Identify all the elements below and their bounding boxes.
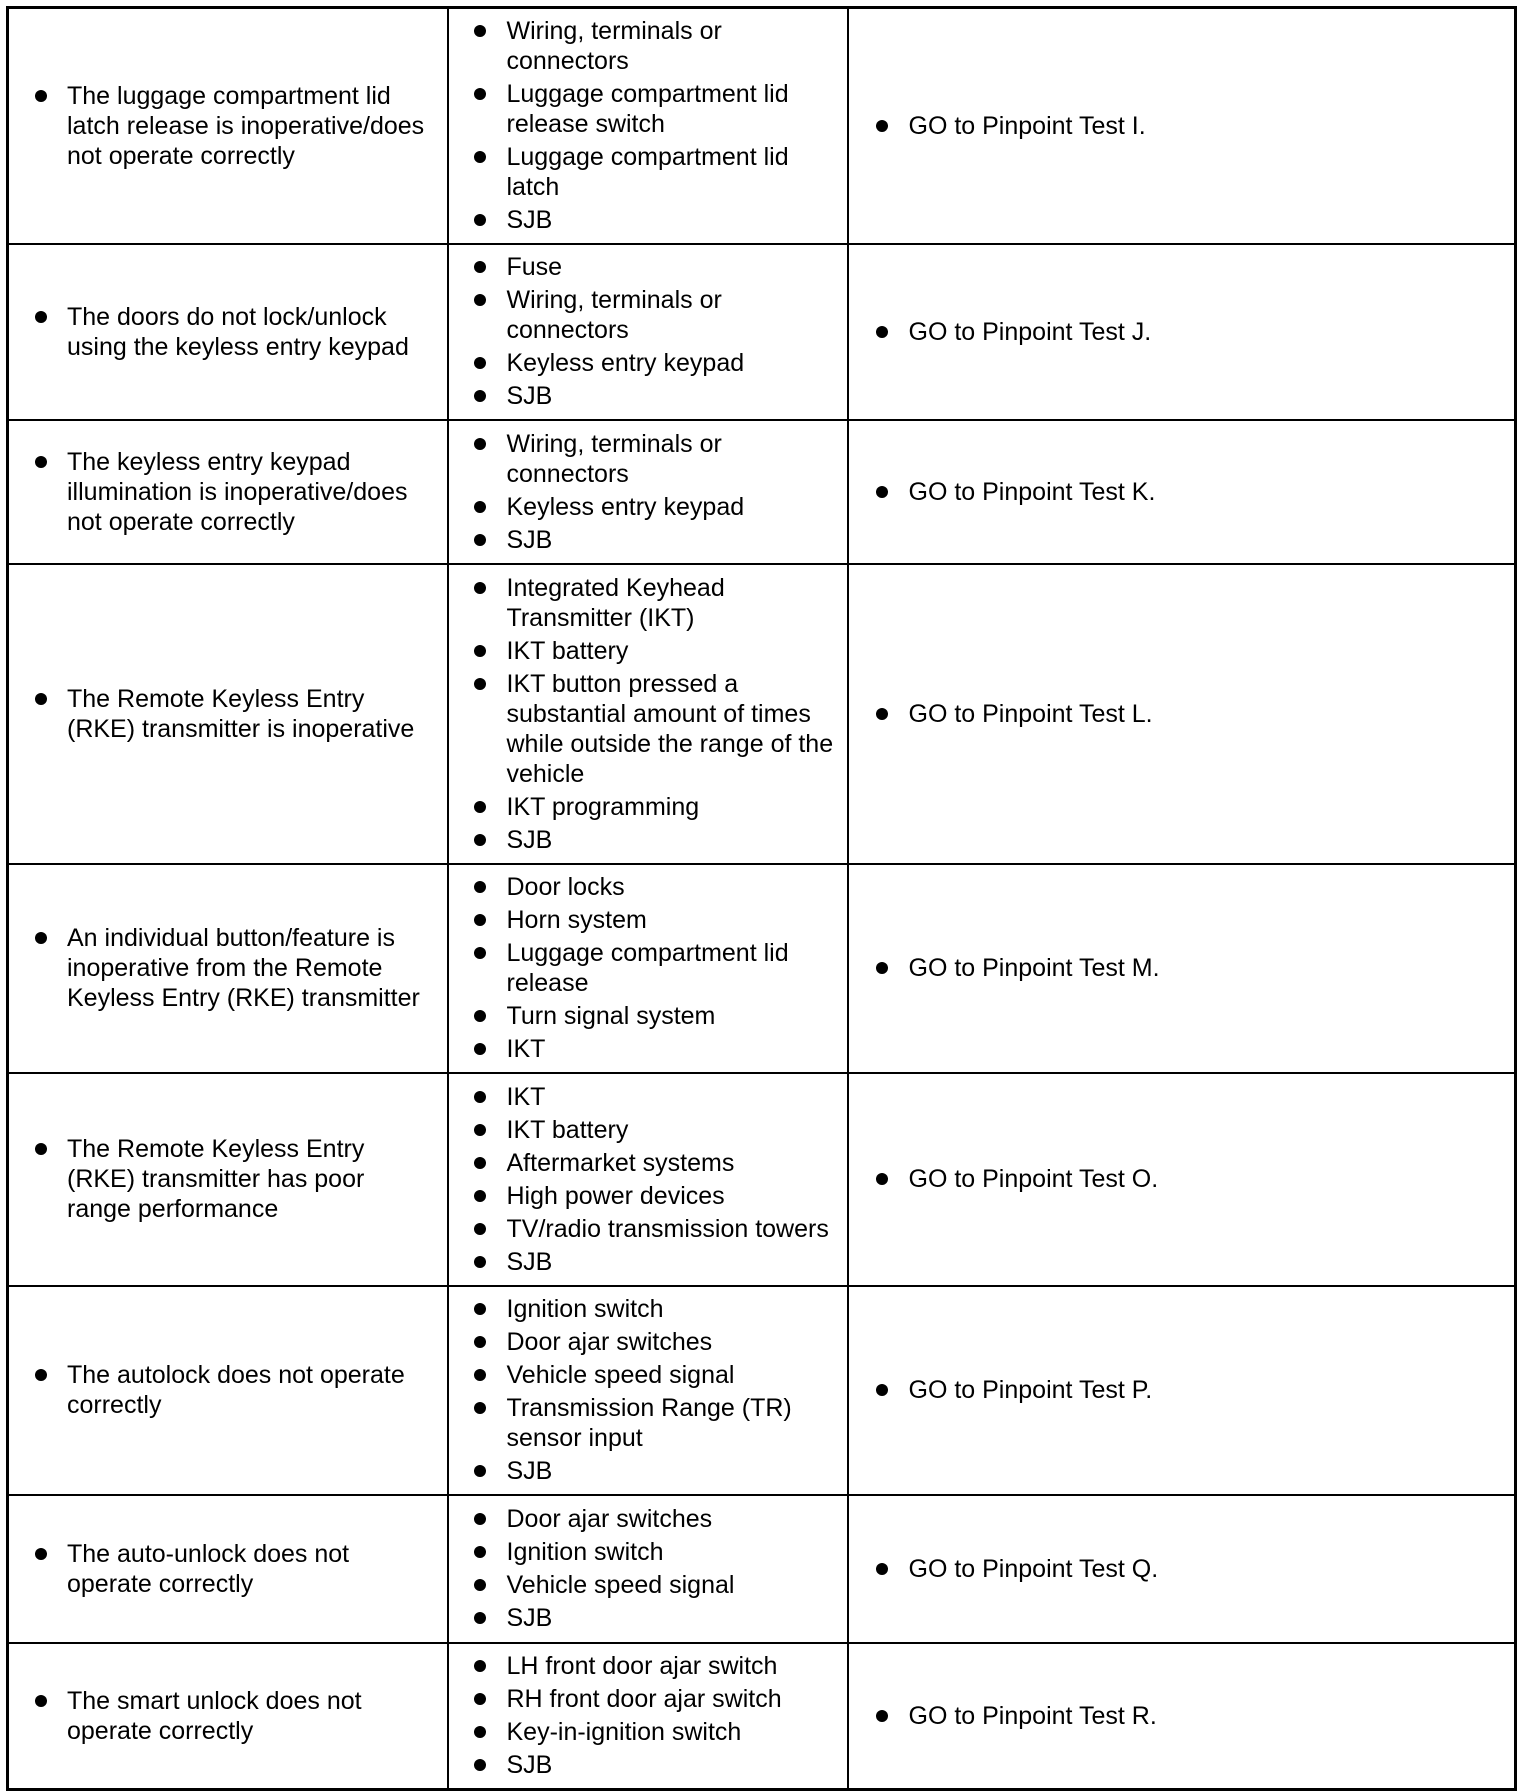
action-cell (848, 564, 1516, 864)
possible-causes-cell (448, 1073, 848, 1286)
action-list (849, 953, 1515, 983)
possible-causes-cell (448, 1643, 848, 1790)
possible-causes-list (449, 1292, 847, 1488)
action-list (849, 1554, 1515, 1584)
table-row (8, 564, 1516, 864)
symptom-text: The luggage compartment lid latch release is inoperative/does not operate correctly (67, 81, 433, 171)
possible-cause-item: Integrated Keyhead Transmitter (IKT) (507, 573, 835, 633)
action-text: GO to Pinpoint Test L. (909, 699, 1495, 729)
possible-cause-item: SJB (507, 1603, 835, 1633)
symptom-cell (8, 8, 448, 244)
action-list (849, 1375, 1515, 1405)
possible-causes-list (449, 250, 847, 413)
action-list (849, 1164, 1515, 1194)
possible-cause-item: TV/radio transmission towers (507, 1214, 835, 1244)
possible-cause-item: Door ajar switches (507, 1504, 835, 1534)
possible-cause-item: Key-in-ignition switch (507, 1717, 835, 1747)
possible-causes-list (449, 571, 847, 857)
possible-cause-item: LH front door ajar switch (507, 1651, 835, 1681)
symptom-text: The auto-unlock does not operate correctly (67, 1539, 433, 1599)
action-text: GO to Pinpoint Test K. (909, 477, 1495, 507)
possible-causes-list (449, 1502, 847, 1635)
symptom-text: The Remote Keyless Entry (RKE) transmitter is inoperative (67, 684, 433, 744)
table-body (8, 8, 1516, 1790)
possible-cause-item: Wiring, terminals or connectors (507, 429, 835, 489)
possible-cause-item: IKT (507, 1082, 835, 1112)
table-row (8, 244, 1516, 420)
action-cell (848, 420, 1516, 564)
symptom-list (9, 447, 447, 537)
possible-cause-item: IKT battery (507, 1115, 835, 1145)
possible-cause-item: SJB (507, 1247, 835, 1277)
possible-cause-item: IKT programming (507, 792, 835, 822)
symptom-list (9, 81, 447, 171)
possible-cause-item: High power devices (507, 1181, 835, 1211)
action-text: GO to Pinpoint Test R. (909, 1701, 1495, 1731)
possible-cause-item: Turn signal system (507, 1001, 835, 1031)
action-text: GO to Pinpoint Test M. (909, 953, 1495, 983)
possible-cause-item: Fuse (507, 252, 835, 282)
action-text: GO to Pinpoint Test P. (909, 1375, 1495, 1405)
table-row (8, 1073, 1516, 1286)
possible-cause-item: Vehicle speed signal (507, 1570, 835, 1600)
symptom-list (9, 1134, 447, 1224)
symptom-cell (8, 420, 448, 564)
possible-cause-item: SJB (507, 1750, 835, 1780)
symptom-list (9, 302, 447, 362)
action-list (849, 317, 1515, 347)
symptom-cell (8, 1286, 448, 1495)
possible-cause-item: IKT (507, 1034, 835, 1064)
symptom-list (9, 1539, 447, 1599)
possible-cause-item: Door ajar switches (507, 1327, 835, 1357)
possible-cause-item: Door locks (507, 872, 835, 902)
possible-cause-item: Luggage compartment lid release (507, 938, 835, 998)
action-cell (848, 1495, 1516, 1643)
diagnostic-table (6, 6, 1517, 1791)
possible-causes-cell (448, 244, 848, 420)
symptom-cell (8, 864, 448, 1073)
possible-cause-item: Wiring, terminals or connectors (507, 16, 835, 76)
symptom-text: The smart unlock does not operate correctly (67, 1686, 433, 1746)
possible-causes-cell (448, 564, 848, 864)
action-text: GO to Pinpoint Test Q. (909, 1554, 1495, 1584)
possible-cause-item: SJB (507, 381, 835, 411)
possible-causes-list (449, 427, 847, 557)
possible-causes-cell (448, 1286, 848, 1495)
possible-cause-item: SJB (507, 205, 835, 235)
possible-cause-item: Luggage compartment lid release switch (507, 79, 835, 139)
possible-causes-cell (448, 420, 848, 564)
action-list (849, 1701, 1515, 1731)
action-cell (848, 8, 1516, 244)
symptom-list (9, 684, 447, 744)
possible-causes-list (449, 14, 847, 237)
possible-cause-item: Luggage compartment lid latch (507, 142, 835, 202)
symptom-text: An individual button/feature is inoperative from the Remote Keyless Entry (RKE) transmitter (67, 923, 433, 1013)
possible-causes-list (449, 1649, 847, 1782)
possible-cause-item: Horn system (507, 905, 835, 935)
table-row (8, 420, 1516, 564)
possible-cause-item: SJB (507, 525, 835, 555)
action-cell (848, 244, 1516, 420)
possible-causes-cell (448, 864, 848, 1073)
symptom-cell (8, 564, 448, 864)
possible-causes-list (449, 870, 847, 1066)
table-row (8, 1495, 1516, 1643)
symptom-cell (8, 1643, 448, 1790)
table-row (8, 8, 1516, 244)
action-cell (848, 1073, 1516, 1286)
possible-cause-item: Ignition switch (507, 1537, 835, 1567)
table-row (8, 1643, 1516, 1790)
table-row (8, 864, 1516, 1073)
possible-cause-item: RH front door ajar switch (507, 1684, 835, 1714)
table-row (8, 1286, 1516, 1495)
symptom-cell (8, 1495, 448, 1643)
symptom-list (9, 1360, 447, 1420)
symptom-text: The doors do not lock/unlock using the keyless entry keypad (67, 302, 433, 362)
possible-cause-item: Aftermarket systems (507, 1148, 835, 1178)
possible-causes-list (449, 1080, 847, 1279)
possible-cause-item: SJB (507, 825, 835, 855)
action-text: GO to Pinpoint Test J. (909, 317, 1495, 347)
possible-cause-item: Wiring, terminals or connectors (507, 285, 835, 345)
possible-cause-item: Keyless entry keypad (507, 492, 835, 522)
possible-cause-item: Keyless entry keypad (507, 348, 835, 378)
symptom-text: The keyless entry keypad illumination is inoperative/does not operate correctly (67, 447, 433, 537)
possible-cause-item: Transmission Range (TR) sensor input (507, 1393, 835, 1453)
action-list (849, 477, 1515, 507)
action-list (849, 111, 1515, 141)
possible-causes-cell (448, 1495, 848, 1643)
possible-causes-cell (448, 8, 848, 244)
action-text: GO to Pinpoint Test O. (909, 1164, 1495, 1194)
action-cell (848, 1286, 1516, 1495)
action-cell (848, 1643, 1516, 1790)
possible-cause-item: Vehicle speed signal (507, 1360, 835, 1390)
symptom-list (9, 923, 447, 1013)
action-list (849, 699, 1515, 729)
symptom-cell (8, 244, 448, 420)
symptom-text: The Remote Keyless Entry (RKE) transmitter has poor range performance (67, 1134, 433, 1224)
action-text: GO to Pinpoint Test I. (909, 111, 1495, 141)
action-cell (848, 864, 1516, 1073)
possible-cause-item: IKT button pressed a substantial amount of times while outside the range of the vehicle (506, 669, 834, 788)
possible-cause-item: IKT battery (507, 636, 835, 666)
symptom-list (9, 1686, 447, 1746)
possible-cause-item: SJB (507, 1456, 835, 1486)
possible-cause-item: Ignition switch (507, 1294, 835, 1324)
symptom-text: The autolock does not operate correctly (67, 1360, 433, 1420)
symptom-cell (8, 1073, 448, 1286)
